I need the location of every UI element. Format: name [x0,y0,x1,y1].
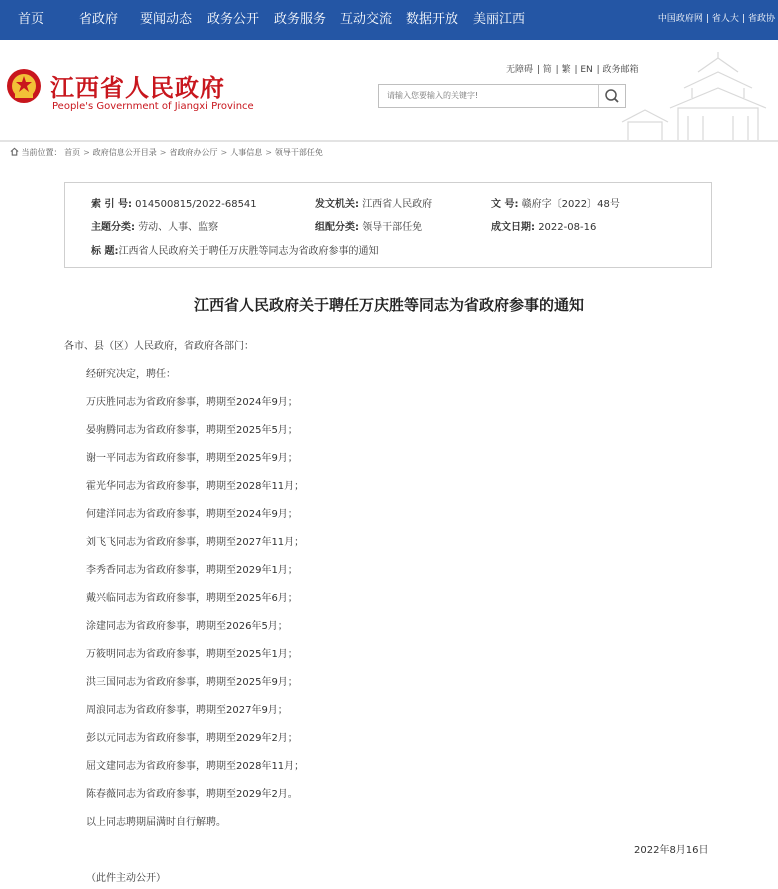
search-icon [599,85,625,107]
home-icon [10,147,19,156]
appointment-line: 霍光华同志为省政府参事，聘期至2028年11月； [86,481,305,492]
site-title[interactable]: 江西省人民政府 [50,74,225,102]
nav-item-interaction[interactable]: 互动交流 [340,12,393,27]
utility-links: 无障碍 | 简 | 繁 | EN | 政务邮箱 [506,65,639,75]
meta-date [491,218,596,233]
meta-org [315,218,422,233]
search-button[interactable] [598,85,625,107]
meta-title [91,242,378,257]
breadcrumb-item[interactable]: 省政府办公厅 [169,148,218,157]
meta-index [91,195,257,210]
appointment-line: 涂建同志为省政府参事，聘期至2026年5月； [86,621,288,632]
link-accessibility[interactable]: 无障碍 [506,65,534,75]
document-metadata-box [64,182,712,268]
top-external-links: 中国政府网 | 省人大 | 省政协 [655,0,778,40]
meta-issuer [315,195,432,210]
search-input[interactable] [379,85,597,105]
article-salutation: 各市、县（区）人民政府，省政府各部门： [64,341,254,352]
meta-topic [91,218,218,233]
link-china-gov[interactable]: 中国政府网 [657,14,703,24]
article-title: 江西省人民政府关于聘任万庆胜等同志为省政府参事的通知 [193,296,584,314]
nav-item-government-services[interactable]: 政务服务 [274,12,327,27]
appointment-line: 屈文建同志为省政府参事，聘期至2028年11月； [86,761,305,772]
site-subtitle: People's Government of Jiangxi Province [52,101,254,112]
appointment-line: 彭以元同志为省政府参事，聘期至2029年2月； [86,733,298,744]
meta-topic-label: 主题分类: [91,222,135,233]
link-simplified[interactable]: 简 [542,65,552,75]
breadcrumb-label: 当前位置： [21,148,62,157]
nav-item-home[interactable]: 首页 [18,12,45,27]
meta-title-label: 标 题: [91,246,119,257]
article-date: 2022年8月16日 [634,845,709,856]
appointment-line: 周浪同志为省政府参事，聘期至2027年9月； [86,705,288,716]
link-english[interactable]: EN [580,65,593,75]
nav-item-provincial-government[interactable]: 省政府 [79,12,119,27]
meta-issuer-value: 江西省人民政府 [362,199,433,210]
nav-item-beautiful-jiangxi[interactable]: 美丽江西 [473,12,526,27]
top-navigation-bar [0,0,778,40]
appointment-line: 洪三国同志为省政府参事，聘期至2025年9月； [86,677,298,688]
site-header [0,40,778,140]
appointment-line: 万筱明同志为省政府参事，聘期至2025年1月； [86,649,298,660]
meta-org-label: 组配分类: [315,222,359,233]
meta-title-value: 江西省人民政府关于聘任万庆胜等同志为省政府参事的通知 [118,246,379,257]
meta-topic-value: 劳动、人事、监察 [138,222,219,233]
article-closing: 以上同志聘期届满时自行解聘。 [86,817,226,828]
meta-issuer-label: 发文机关: [315,199,359,210]
link-provincial-congress[interactable]: 省人大 [711,14,739,24]
search-box [378,84,626,108]
link-gov-email[interactable]: 政务邮箱 [602,65,639,75]
article-note: （此件主动公开） [86,873,166,884]
appointment-line: 刘飞飞同志为省政府参事，聘期至2027年11月； [86,537,305,548]
meta-docno [491,195,620,210]
breadcrumb-item[interactable]: 首页 [64,148,81,157]
national-emblem-icon [6,68,42,104]
nav-item-open-data[interactable]: 数据开放 [406,12,459,27]
appointment-line: 陈春薇同志为省政府参事，聘期至2029年2月。 [86,789,298,800]
meta-index-label: 索 引 号: [91,199,132,210]
breadcrumb-item[interactable]: 政府信息公开目录 [92,148,157,157]
meta-org-value: 领导干部任免 [362,222,423,233]
appointment-line: 戴兴临同志为省政府参事，聘期至2025年6月； [86,593,298,604]
appointment-line: 晏驹腾同志为省政府参事，聘期至2025年5月； [86,425,298,436]
breadcrumb: 当前位置： 首页 > 政府信息公开目录 > 省政府办公厅 > 人事信息 > 领导干部任免 [10,147,323,161]
appointment-line: 万庆胜同志为省政府参事，聘期至2024年9月； [86,397,298,408]
meta-index-value: 014500815/2022-68541 [135,199,257,210]
appointment-line: 何建洋同志为省政府参事，聘期至2024年9月； [86,509,298,520]
article-intro: 经研究决定，聘任： [86,369,176,380]
breadcrumb-item[interactable]: 人事信息 [230,148,263,157]
breadcrumb-item[interactable]: 领导干部任免 [274,148,323,157]
link-provincial-cppcc[interactable]: 省政协 [747,14,775,24]
link-traditional[interactable]: 繁 [561,65,571,75]
nav-item-news[interactable]: 要闻动态 [140,12,193,27]
meta-docno-label: 文 号: [491,199,519,210]
appointment-line: 李秀香同志为省政府参事，聘期至2029年1月； [86,565,298,576]
header-divider [0,140,778,142]
meta-date-label: 成文日期: [491,222,535,233]
meta-docno-value: 赣府字〔2022〕48号 [521,199,620,210]
nav-item-open-government[interactable]: 政务公开 [207,12,260,27]
tengwang-pavilion-illustration [618,48,778,140]
appointment-line: 谢一平同志为省政府参事，聘期至2025年9月； [86,453,298,464]
meta-date-value: 2022-08-16 [538,222,597,233]
